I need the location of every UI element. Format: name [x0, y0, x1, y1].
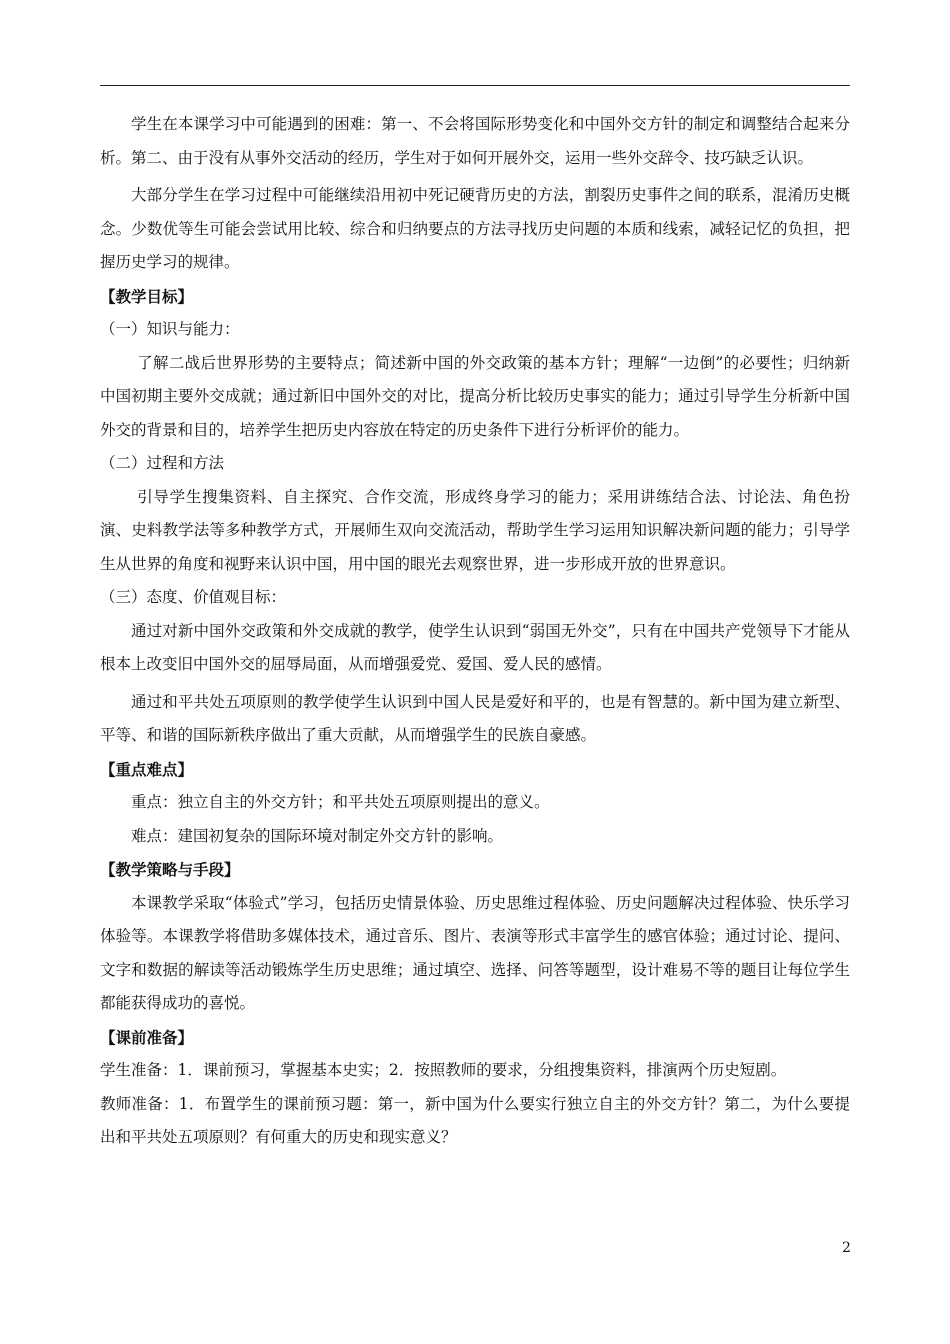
student-preparation: 学生准备：1．课前预习，掌握基本史实；2．按照教师的要求，分组搜集资料，排演两个历史短剧。	[100, 1061, 787, 1079]
paragraph-knowledge: 了解二战后世界形势的主要特点；简述新中国的外交政策的基本方针；理解“一边倒”的必要性；归纳新中国初期主要外交成就；通过新旧中国外交的对比，提高分析比较历史事实的能力；通过引导学生分析新中国外交的背景和目的，培养学生把历史内容放在特定的历史条件下进行分析评价的能力。	[100, 353, 850, 439]
document-body	[100, 108, 850, 1155]
difficult-point-text: 难点：建国初复杂的国际环境对制定外交方针的影响。	[131, 826, 504, 845]
paragraph-values-2: 通过和平共处五项原则的教学使学生认识到中国人民是爱好和平的，也是有智慧的。新中国为建立新型、平等、和谐的国际新秩序做出了重大贡献，从而增强学生的民族自豪感。	[100, 692, 850, 744]
paragraph-strategy: 本课教学采取“体验式”学习，包括历史情景体验、历史思维过程体验、历史问题解决过程体验、快乐学习体验等。本课教学将借助多媒体技术，通过音乐、图片、表演等形式丰富学生的感官体验；通过讨论、提问、文字和数据的解读等活动锻炼学生历史思维；通过填空、选择、问答等题型，设计难易不等的题目让每位学生都能获得成功的喜悦。	[100, 893, 850, 1012]
section-heading-key-points: 【重点难点】	[100, 759, 194, 779]
page-number: 2	[842, 1240, 851, 1256]
paragraph-values-1: 通过对新中国外交政策和外交成就的教学，使学生认识到“弱国无外交”，只有在中国共产党领导下才能从根本上改变旧中国外交的屈辱局面，从而增强爱党、爱国、爱人民的感情。	[100, 621, 850, 673]
section-heading-goals: 【教学目标】	[100, 286, 194, 306]
paragraph-difficulties: 学生在本课学习中可能遇到的困难：第一、不会将国际形势变化和中国外交方针的制定和调整结合起来分析。第二、由于没有从事外交活动的经历，学生对于如何开展外交，运用一些外交辞令、技巧缺乏认识。	[100, 115, 850, 167]
subheading-values: （三）态度、价值观目标：	[100, 588, 287, 606]
header-rule	[100, 85, 850, 86]
section-heading-strategy: 【教学策略与手段】	[100, 860, 240, 879]
teacher-preparation: 教师准备：1．布置学生的课前预习题：第一，新中国为什么要实行独立自主的外交方针？第二，为什么要提出和平共处五项原则？有何重大的历史和现实意义？	[100, 1094, 850, 1146]
subheading-process: （二）过程和方法	[100, 454, 225, 472]
subheading-knowledge: （一）知识与能力：	[100, 320, 240, 338]
key-point-text: 重点：独立自主的外交方针；和平共处五项原则提出的意义。	[131, 793, 550, 811]
paragraph-study-habits: 大部分学生在学习过程中可能继续沿用初中死记硬背历史的方法，割裂历史事件之间的联系，混淆历史概念。少数优等生可能会尝试用比较、综合和归纳要点的方法寻找历史问题的本质和线索，减轻记忆的负担，把握历史学习的规律。	[100, 186, 850, 271]
section-heading-preparation: 【课前准备】	[100, 1027, 194, 1047]
paragraph-process: 引导学生搜集资料、自主探究、合作交流，形成终身学习的能力；采用讲练结合法、讨论法、角色扮演、史料教学法等多种教学方式，开展师生双向交流活动，帮助学生学习运用知识解决新问题的能力；引导学生从世界的角度和视野来认识中国，用中国的眼光去观察世界，进一步形成开放的世界意识。	[100, 487, 850, 573]
